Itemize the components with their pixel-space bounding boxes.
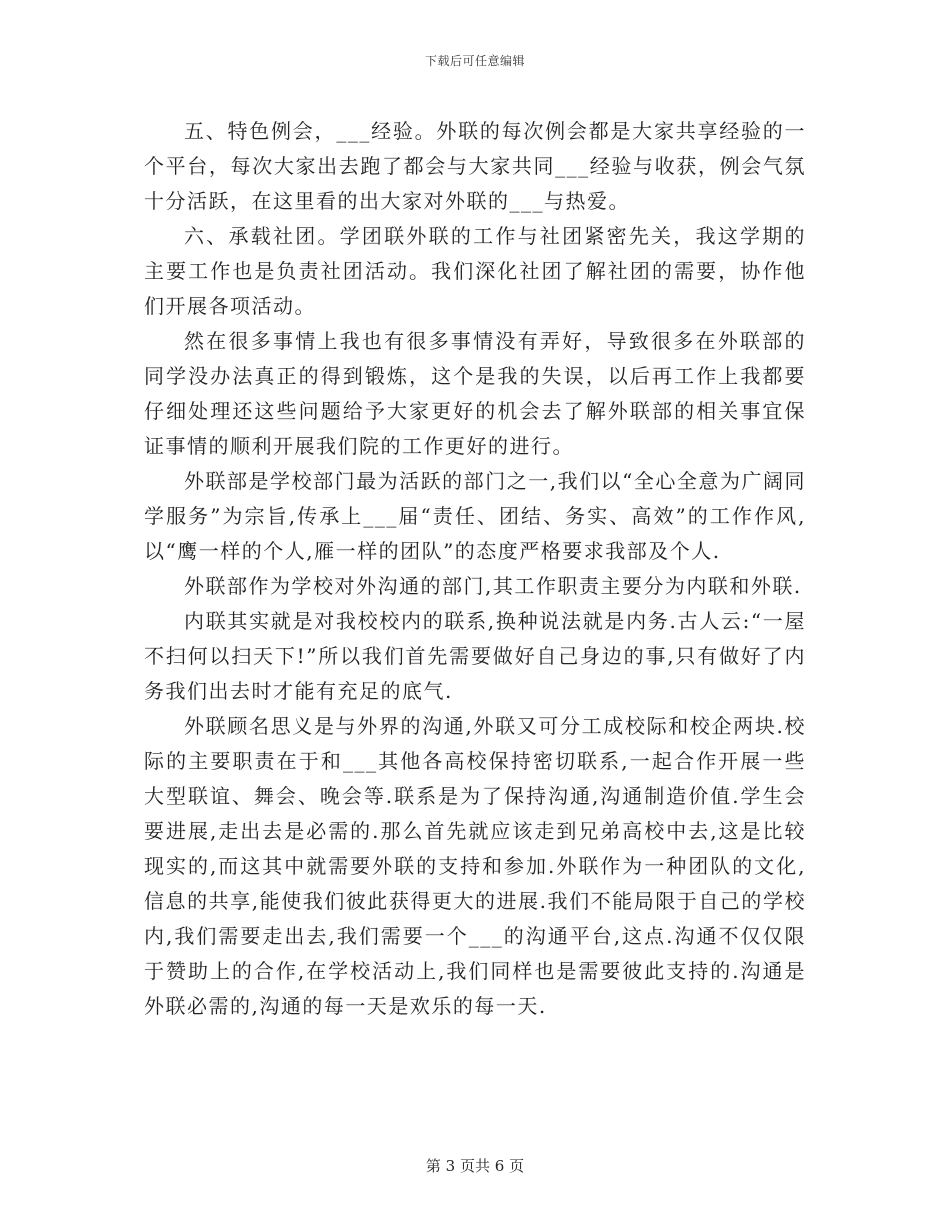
paragraph-internal-liaison: 内联其实就是对我校校内的联系,换种说法就是内务.古人云:“一屋不扫何以扫天下!”所以我们首先需要做好自己身边的事,只有做好了内务我们出去时才能有充足的底气. xyxy=(144,609,806,703)
paragraph-responsibilities: 外联部作为学校对外沟通的部门,其工作职责主要分为内联和外联. xyxy=(184,574,802,598)
paragraph-carry-societies: 六、承载社团。学团联外联的工作与社团紧密先关，我这学期的主要工作也是负责社团活动。我们深化社团了解社团的需要，协作他们开展各项活动。 xyxy=(144,224,806,318)
paragraph-external-liaison: 外联顾名思义是与外界的沟通,外联又可分工成校际和校企两块.校际的主要职责在于和___其他各高校保持密切联系,一起合作开展一些大型联谊、舞会、晚会等.联系是为了保持沟通,沟通制造价值.学生会要进展,走出去是必需的.那么首先就应该走到兄弟高校中去,这是比较现实的,而这其中就需要外联的支持和参加.外联作为一种团队的文化,信息的共享,能使我们彼此获得更大的进展.我们不能局限于自己的学校内,我们需要走出去,我们需要一个___的沟通平台,这点.沟通不仅仅限于赞助上的合作,在学校活动上,我们同样也是需要彼此支持的.沟通是外联必需的,沟通的每一天是欢乐的每一天. xyxy=(144,714,806,1018)
document-body xyxy=(144,114,806,1024)
page-header: 下载后可任意编辑 xyxy=(424,54,525,68)
paragraph-special-meeting: 五、特色例会，___经验。外联的每次例会都是大家共享经验的一个平台，每次大家出去跑了都会与大家共同___经验与收获，例会气氛十分活跃，在这里看的出大家对外联的___与热爱。 xyxy=(144,119,806,213)
paragraph-shortcomings: 然在很多事情上我也有很多事情没有弄好，导致很多在外联部的同学没办法真正的得到锻炼，这个是我的失误，以后再工作上我都要仔细处理还这些问题给予大家更好的机会去了解外联部的相关事宜保证事情的顺利开展我们院的工作更好的进行。 xyxy=(144,329,806,458)
page-footer: 第 3 页共 6 页 xyxy=(425,1157,525,1175)
paragraph-department-intro: 外联部是学校部门最为活跃的部门之一,我们以“全心全意为广阔同学服务”为宗旨,传承上___届“责任、团结、务实、高效”的工作作风,以“鹰一样的个人,雁一样的团队”的态度严格要求我部及个人. xyxy=(144,469,806,563)
